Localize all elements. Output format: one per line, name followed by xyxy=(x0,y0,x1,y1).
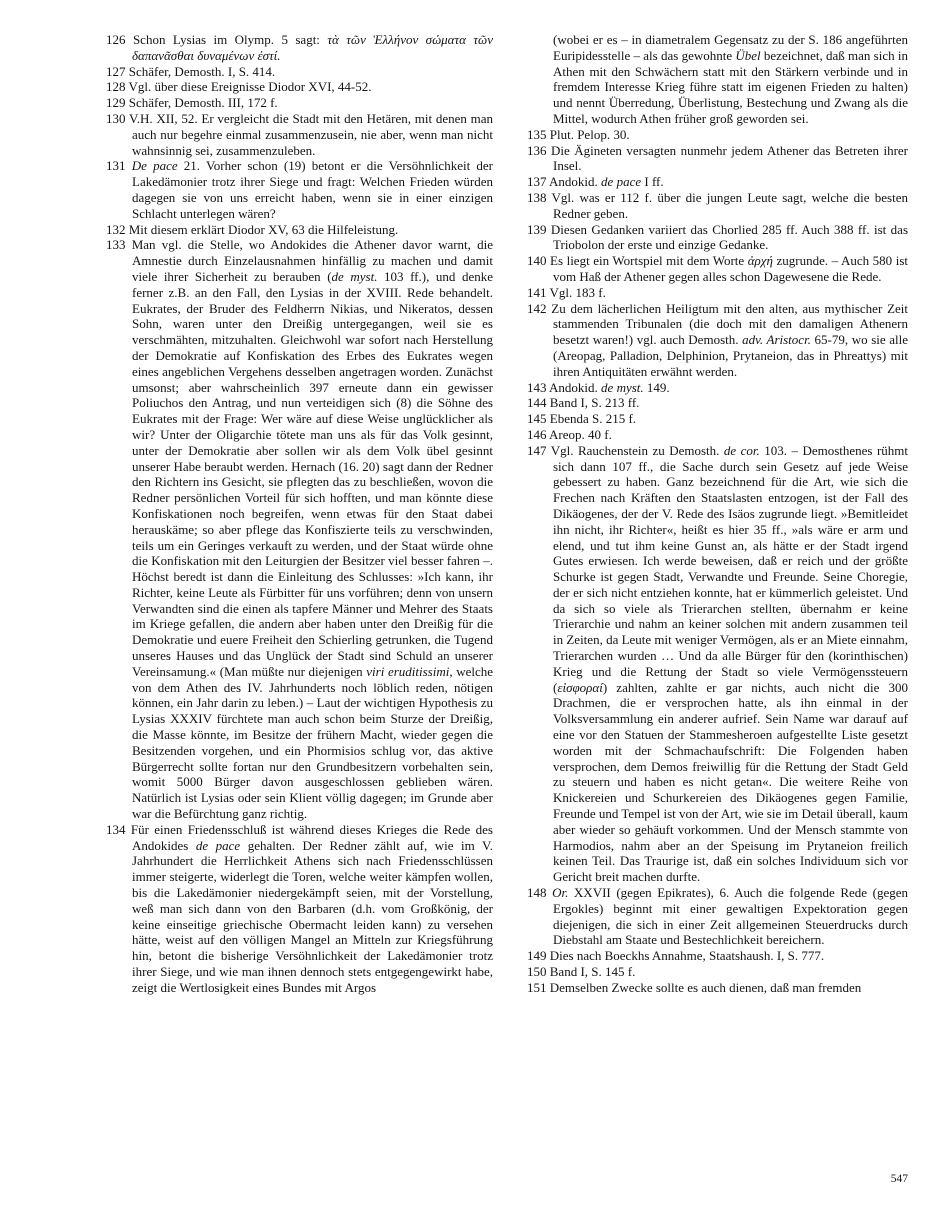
footnote-number: 126 xyxy=(106,32,133,47)
footnote-131 xyxy=(106,158,493,221)
footnote-143 xyxy=(527,380,908,396)
footnote-text-italic: viri eruditissimi xyxy=(366,663,450,679)
footnote-number: 135 xyxy=(527,126,550,142)
footnote-139 xyxy=(527,222,908,254)
footnote-148 xyxy=(527,885,908,948)
footnote-text: Es liegt ein Wortspiel mit dem Worte xyxy=(550,253,748,269)
footnote-138 xyxy=(527,190,908,222)
footnote-127 xyxy=(106,64,493,80)
footnote-text: Andokid. xyxy=(549,174,602,190)
footnote-number: 132 xyxy=(106,221,129,237)
footnote-150 xyxy=(527,964,908,980)
footnote-text: Die Ägineten versagten nunmehr jedem Athener das Betreten ihrer Insel. xyxy=(550,142,909,174)
footnote-145 xyxy=(527,411,908,427)
footnote-number: 149 xyxy=(527,948,550,964)
footnote-number: 129 xyxy=(106,95,129,111)
footnote-number: 130 xyxy=(106,110,130,126)
footnote-number: 128 xyxy=(106,79,129,95)
footnote-text: Demselben Zwecke sollte es auch dienen, daß man fremden xyxy=(549,979,862,995)
footnote-text: V.H. XII, 52. Er vergleicht die Stadt mit den Hetären, mit denen man auch nur begehre einmal zusammenzusein, nie aber, wenn man nicht wahnsinnig sei, zusammenzuleben. xyxy=(129,110,494,158)
footnote-text: bezeichnet, daß man sich in Athen mit den Schwächern statt mit den Stärkern verbinde und in fremdem Interesse Krieg führe statt im eigenen Frieden zu halten) und nennt Überredung, Überlistung, Bestechung und Zwang als die Mittel, wodurch Athen früher groß geworden sei. xyxy=(553,47,908,126)
footnote-text: Andokid. xyxy=(549,379,602,395)
footnote-136 xyxy=(527,143,908,175)
footnote-text: Schon Lysias im Olymp. 5 sagt: xyxy=(132,32,328,47)
footnote-133 xyxy=(106,237,493,821)
footnote-text-italic: ἀρχή xyxy=(747,253,773,269)
footnote-text: 21. Vorher schon (19) betont er die Versöhnlichkeit der Lakedämonier trotz ihrer Siege und fragt: Welchen Frieden würden dagegen sie von uns erreicht haben, wenn sie in einer einzigen Schlacht unterlegen wären? xyxy=(132,158,493,221)
footnote-text-italic: Übel xyxy=(735,47,761,63)
footnote-text: , welche von dem Athen des IV. Jahrhunderts noch löblich reden, nötigen können, ein Jahr darin zu leben.) – Laut der wichtigen Hypothesis zu Lysias XXXIV fürchtete man auch schon beim Sturze der Dreißig, die Masse könnte, im Besitze der frühern Macht, wieder gegen die Besitzenden vorgehen, und ein Phormisios schlug vor, das aktive Bürgerrecht sollte fortan nur den Grundbesitzern vorbehalten sein, womit 5000 Bürger davon ausgeschlossen geblieben wären. Natürlich ist Lysias oder sein Klient völlig dagegen; im Grunde aber war die Befürchtung ganz richtig. xyxy=(132,663,494,822)
footnote-number: 142 xyxy=(527,300,552,316)
footnote-number: 139 xyxy=(527,221,551,237)
footnote-text: Man vgl. die Stelle, wo Andokides die Athener davor warnt, die Amnestie durch Einzelausnahmen hinfällig zu machen und damit viele ihrer Sicherheit zu berauben ( xyxy=(131,237,493,284)
footnote-text: ) zahlten, zahlte er gar nichts, auch nicht die 300 Drachmen, die er versprochen hatte, als ihn einmal in der Volksversammlung ein anderer aufrief. Sein Name war darauf auf eine vor den Statuen der Stammesheroen aufgestellte Liste gesetzt worden mit der Schmachaufschrift: Die Folgenden haben versprochen, dem Demos freiwillig für die Rettung der Stadt Geld zu steuern und haben es nicht getan«. Die weitere Reihe von Knickereien und Schurkereien des Dikäogenes gegen Familie, Freunde und Tempel ist von der Art, wie sie im Detail überall, kaum aber wieder so gehäuft vorkommen. Und der Mensch stammte von Harmodios, nahm aber an der Speisung im Prytaneion freilich keinen Teil. Das Traurige ist, daß ein solches Individuum sich vor Gericht breit machen durfte. xyxy=(553,679,908,885)
footnote-128 xyxy=(106,79,493,95)
footnote-137 xyxy=(527,174,908,190)
footnote-text: Diesen Gedanken variiert das Chorlied 285 ff. Auch 388 ff. ist das Triobolon der erste und einzige Gedanke. xyxy=(550,221,909,253)
footnote-140 xyxy=(527,253,908,285)
footnote-text: Vgl. über diese Ereignisse Diodor XVI, 44-52. xyxy=(128,79,372,95)
footnote-number: 141 xyxy=(527,284,550,300)
footnote-text: (wobei er es – in diametralem Gegensatz zu der S. 186 angeführten Euripidesstelle – als das gewohnte xyxy=(553,32,908,63)
footnote-number: 143 xyxy=(527,379,550,395)
footnote-text: 103. – Demosthenes rühmt sich dann 107 ff., die Sache durch sein Gesetz auf jede Weise gebessert zu haben. Ganz bezeichnend für die Art, wie sich die Frechen nach Kräften den Staatslasten entzogen, ist der Fall des Dikäogenes, der der V. Rede des Isäos zugrunde liegt. »Bemitleidet ihn nicht, ihr Richter«, heißt es hier 35 ff., »als wäre er arm und elend, und tut ihm keine Gunst an, als hätte er der Stadt irgend Gutes erwiesen. Ich werde beweisen, daß er reich und der größte Schurke ist gegen Stadt, Verwandte und Freunde. Seine Choregie, der er sich nicht entziehen konnte, hat er kümmerlich geleistet. Und da sich so viele als Trierarchen stellten, übernahm er keine Trierarchie und nahm an keiner solchen mit andern zusammen teil in Zeiten, da Leute mit weniger Vermögen, als er an Miete einnahm, Trierarchen wurden … Und da alle Bürger für den (korinthischen) Krieg und die Rettung der Stadt so viele Vermögenssteuern ( xyxy=(553,442,909,695)
page-number: 547 xyxy=(890,1173,908,1185)
footnote-142 xyxy=(527,301,908,380)
footnote-151 xyxy=(527,980,908,996)
footnote-text: Vgl. Rauchenstein zu Demosth. xyxy=(550,442,724,458)
footnote-number: 148 xyxy=(527,885,553,901)
footnote-number: 145 xyxy=(527,411,550,427)
footnote-number: 136 xyxy=(527,142,551,158)
footnote-text-italic: adv. Aristocr. xyxy=(742,332,811,348)
footnote-text: Vgl. was er 112 f. über die jungen Leute sagt, welche die besten Redner geben. xyxy=(551,189,908,221)
footnote-141 xyxy=(527,285,908,301)
footnote-number: 147 xyxy=(527,442,551,458)
footnote-number: 144 xyxy=(527,395,550,411)
footnote-text-italic: de myst. xyxy=(601,379,644,395)
footnote-144 xyxy=(527,395,908,411)
footnote-129 xyxy=(106,95,493,111)
footnote-text-italic: de pace xyxy=(601,174,642,190)
footnote-text: Dies nach Boeckhs Annahme, Staatshaush. I, S. 777. xyxy=(549,948,825,964)
footnote-text-italic: De pace xyxy=(131,158,178,174)
footnote-text-italic: Or. xyxy=(552,885,569,901)
footnote-number: 137 xyxy=(527,174,550,190)
footnote-149 xyxy=(527,948,908,964)
footnote-number: 133 xyxy=(106,237,132,253)
footnote-text: zugrunde. – Auch 580 ist vom Haß der Athener gegen alles schon Dagewesene die Rede. xyxy=(553,253,909,284)
footnote-text: I ff. xyxy=(641,174,664,190)
footnote-text-italic: τὰ τῶν Ἑλλήνον σώματα τῶν δαπανᾶσθαι δυναμένων ἐστί. xyxy=(132,32,494,63)
footnote-text: Vgl. 183 f. xyxy=(549,284,606,300)
footnotes-column-right xyxy=(527,32,908,996)
footnote-number: 151 xyxy=(527,979,550,995)
footnote-text: Band I, S. 145 f. xyxy=(549,964,636,980)
footnote-number: 131 xyxy=(106,158,132,174)
footnote-number: 138 xyxy=(527,189,552,205)
footnote-continuation xyxy=(527,32,908,127)
footnote-text: Band I, S. 213 ff. xyxy=(549,395,640,411)
footnote-text: Für einen Friedensschluß ist während dieses Krieges die Rede des Andokides xyxy=(130,821,493,853)
footnotes-column-left xyxy=(106,32,493,996)
footnote-text: 65-79, wo sie alle (Areopag, Palladion, Delphinion, Prytaneion, das in Phreattys) mit ihren Antiquitäten erwähnt werden. xyxy=(553,332,908,379)
footnote-number: 127 xyxy=(106,63,129,79)
footnote-text: Schäfer, Demosth. III, 172 f. xyxy=(128,95,278,111)
footnote-130 xyxy=(106,111,493,158)
footnote-text: Areop. 40 f. xyxy=(549,426,612,442)
footnote-text-italic: de myst. xyxy=(331,268,378,284)
footnote-147 xyxy=(527,443,908,885)
footnote-146 xyxy=(527,427,908,443)
footnote-number: 140 xyxy=(527,253,551,269)
footnote-text: 103 ff.), und denke ferner z.B. an den Fall, den Lysias in der XVIII. Rede behandelt. Eukrates, der Bruder des Feldherrn Nikias, und Nikeratos, dessen Sohn, waren unter den Dreißig untergegangen, weil sie es verschmähten, mitzuhalten. Gleichwohl war sofort nach Herstellung der Demokratie auf Konfiskation des Erbes des Eukrates wegen eines angeblichen Vergehens desselben angetragen worden. Zunächst umsonst; aber wahrscheinlich 397 erneute dann ein gewisser Poliuchos den Antrag, und nun verteidigen sich (8) die Söhne des Eukrates mit der Frage: Wer wäre auf diese Weise unglücklicher als wir? Unter der Oligarchie tötete man uns als für das Volk gesinnt, unter der Demokratie aber sollen wir als dem Volk übel gesinnt unserer Habe beraubt werden. Hernach (16. 20) sagt dann der Redner den Richtern ins Gesicht, sie pflegten das zu beschließen, wovon die Redner persönlichen Vorteil für sich hofften, und man könnte diese Konfiskationen noch begreifen, wenn etwas für den Staat dabei herauskäme; so aber pflege das Konfiszierte teils zu verschwinden, teils um ein Geringes verkauft zu werden, und der Staat würde ohne die Konfiskation mit den Leiturgien der Besitzer viel besser fahren –. Höchst beredt ist dann die Einleitung des Schlusses: »Ich kann, ihr Richter, keine Leute als Fürbitter für uns vorführen; denn von unsern Verwandten sind die einen als tapfere Männer und Mehrer des Staats im Kriege gefallen, die andern aber haben unter den Dreißig für die Demokratie und euere Freiheit den Schierling getrunken, die Tugend unseres Hauses und das Unglück der Stadt sind Schuld an unserer Vereinsamung.« (Man müßte nur diejenigen xyxy=(132,268,493,679)
footnote-text: Schäfer, Demosth. I, S. 414. xyxy=(128,63,276,79)
footnote-text: Plut. Pelop. 30. xyxy=(549,126,630,142)
footnote-text-italic: εἰσφοραί xyxy=(557,679,603,695)
footnote-text-italic: de pace xyxy=(195,837,241,853)
footnote-135 xyxy=(527,127,908,143)
footnote-132 xyxy=(106,222,493,238)
footnote-text: Zu dem lächerlichen Heiligtum mit den alten, aus mythischer Zeit stammenden Tribunalen (die doch mit den damaligen Athenern besetzt waren!) vgl. auch Demosth. xyxy=(551,300,908,348)
footnote-text: Ebenda S. 215 f. xyxy=(549,411,637,427)
footnote-text: Mit diesem erklärt Diodor XV, 63 die Hilfeleistung. xyxy=(128,221,399,237)
footnote-126 xyxy=(106,32,493,64)
footnote-number: 146 xyxy=(527,426,550,442)
footnote-text-italic: de cor. xyxy=(723,442,760,458)
footnote-text: XXVII (gegen Epikrates), 6. Auch die folgende Rede (gegen Ergokles) beginnt mit einer gewaltigen Expektoration gegen diejenigen, die sich in einer Zeit allgemeinen Steuerdrucks durch Diebstahl am Staate und Bestechlichkeit bereichern. xyxy=(553,885,909,948)
footnote-number: 134 xyxy=(106,821,131,837)
footnote-134 xyxy=(106,822,493,996)
footnote-text: 149. xyxy=(643,379,670,395)
footnote-text: gehalten. Der Redner zählt auf, wie im V. Jahrhundert die Herrlichkeit Athens sich nach Friedensschlüssen immer steigerte, widerlegt die Toren, welche weiter kämpfen wollen, bis die Lakedämonier niedergekämpft seien, mit der Vorstellung, weß man sich dann von den Barbaren (d.h. vom Großkönig, der keine einseitige griechische Obermacht leiden kann) zu versehen hätte, weist auf den völligen Mangel an Mitteln zur Kriegsführung hin, betont die bisherige Versöhnlichkeit der Lakedämonier trotz ihrer Siege, und wie man ihnen dennoch stets entgegengewirkt habe, zeigt die Wertlosigkeit eines Bundes mit Argos xyxy=(132,837,493,995)
footnote-number: 150 xyxy=(527,964,550,980)
